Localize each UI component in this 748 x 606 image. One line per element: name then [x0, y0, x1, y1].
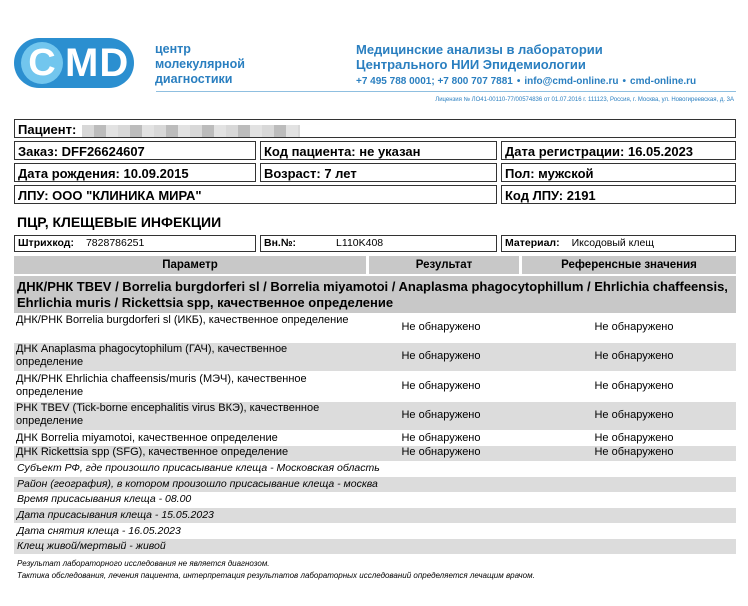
org-line: Медицинские анализы в лаборатории: [356, 42, 603, 57]
table-row: [14, 402, 736, 430]
row-result: Не обнаружено: [401, 380, 481, 392]
org-line: Центрального НИИ Эпидемиологии: [356, 57, 586, 72]
site-link[interactable]: cmd-online.ru: [630, 76, 697, 87]
sex: Пол: мужской: [501, 163, 736, 182]
barcode-value: 7828786251: [85, 237, 145, 249]
table-row: [14, 373, 736, 401]
center-line: молекулярной: [155, 57, 245, 71]
cmd-logo: [14, 38, 134, 88]
separator: •: [622, 76, 627, 87]
header-parameter: Параметр: [14, 256, 366, 274]
tick-note: Дата присасывания клеща - 15.05.2023: [14, 508, 736, 523]
material-label: Материал:: [505, 237, 560, 249]
separator: •: [516, 76, 521, 87]
internal-label: Вн.№:: [264, 237, 297, 249]
disclaimer-line: Тактика обследования, лечения пациента, интерпретация результатов лабораторных исследований определяется лечащим врачом.: [17, 571, 535, 580]
center-line: центр: [155, 42, 191, 56]
row-reference: Не обнаружено: [594, 446, 674, 458]
row-reference: Не обнаружено: [594, 321, 674, 333]
contacts: [356, 76, 696, 87]
table-row: [14, 446, 736, 461]
barcode-field: [14, 235, 256, 252]
row-parameter: РНК TBEV (Tick-borne encephalitis virus ВКЭ), качественное определение: [16, 402, 320, 427]
row-parameter: ДНК Borrelia miyamotoi, качественное определение: [16, 432, 278, 444]
org-name: [356, 42, 603, 72]
table-row: [14, 343, 736, 371]
row-parameter: ДНК Anaplasma phagocytophilum (ГАЧ), качественное определение: [16, 343, 288, 368]
tick-note: Клещ живой/мертвый - живой: [14, 539, 736, 554]
patient-name-field: [14, 119, 736, 138]
internal-value: L110K408: [336, 237, 384, 249]
material-field: [501, 235, 736, 252]
table-row: [14, 432, 736, 446]
lpu-code: Код ЛПУ: 2191: [501, 185, 736, 204]
lpu: ЛПУ: ООО "КЛИНИКА МИРА": [14, 185, 497, 204]
registration-date: Дата регистрации: 16.05.2023: [501, 141, 736, 160]
logo-c: C: [21, 42, 63, 84]
license-text: Лицензия № ЛО41-00110-77/00574836 от 01.07.2016 г. 111123, Россия, г. Москва, ул. Новогиреевская, д. 3А: [435, 97, 734, 103]
barcode-label: Штрихкод:: [18, 237, 74, 249]
row-parameter: ДНК/РНК Borrelia burgdorferi sl (ИКБ), качественное определение: [16, 314, 349, 326]
row-result: Не обнаружено: [401, 321, 481, 333]
section-title: ПЦР, КЛЕЩЕВЫЕ ИНФЕКЦИИ: [17, 214, 222, 230]
internal-number-field: [260, 235, 497, 252]
patient-code: Код пациента: не указан: [260, 141, 497, 160]
logo-md: MD: [65, 41, 130, 85]
table-row: [14, 314, 736, 342]
redacted-name: [82, 125, 300, 137]
order-number: Заказ: DFF26624607: [14, 141, 256, 160]
tick-note: Время присасывания клеща - 08.00: [17, 493, 192, 505]
row-parameter: ДНК/РНК Ehrlichia chaffeensis/muris (МЭЧ), качественное определение: [16, 373, 307, 398]
header-divider: [156, 91, 736, 92]
row-reference: Не обнаружено: [594, 350, 674, 362]
row-result: Не обнаружено: [401, 446, 481, 458]
report-header: [0, 0, 748, 112]
tick-note: Субъект РФ, где произошло присасывание клеща - Московская область: [17, 462, 380, 474]
row-result: Не обнаружено: [401, 350, 481, 362]
row-result: Не обнаружено: [401, 432, 481, 444]
material-value: Иксодовый клещ: [571, 237, 655, 249]
center-name: [155, 42, 245, 87]
patient-label: Пациент:: [18, 122, 77, 137]
birth-date: Дата рождения: 10.09.2015: [14, 163, 256, 182]
row-reference: Не обнаружено: [594, 409, 674, 421]
age: Возраст: 7 лет: [260, 163, 497, 182]
tick-note: Дата снятия клеща - 16.05.2023: [17, 525, 181, 537]
row-parameter: ДНК Rickettsia spp (SFG), качественное определение: [16, 446, 289, 458]
email-link[interactable]: info@cmd-online.ru: [524, 76, 619, 87]
phones: +7 495 788 0001; +7 800 707 7881: [356, 76, 513, 87]
header-result: Результат: [369, 256, 519, 274]
center-line: диагностики: [155, 72, 233, 86]
row-reference: Не обнаружено: [594, 380, 674, 392]
row-reference: Не обнаружено: [594, 432, 674, 444]
row-result: Не обнаружено: [401, 409, 481, 421]
tick-note: Район (география), в котором произошло присасывание клеща - москва: [14, 477, 736, 492]
header-reference: Референсные значения: [522, 256, 736, 274]
test-group-title: ДНК/РНК TBEV / Borrelia burgdorferi sl / Borrelia miyamotoi / Anaplasma phagocytophillum / Ehrlichia chaffeensis, Ehrlichia muris / Rickettsia spp, качественное определение: [14, 276, 736, 313]
disclaimer-line: Результат лабораторного исследования не является диагнозом.: [17, 559, 270, 568]
